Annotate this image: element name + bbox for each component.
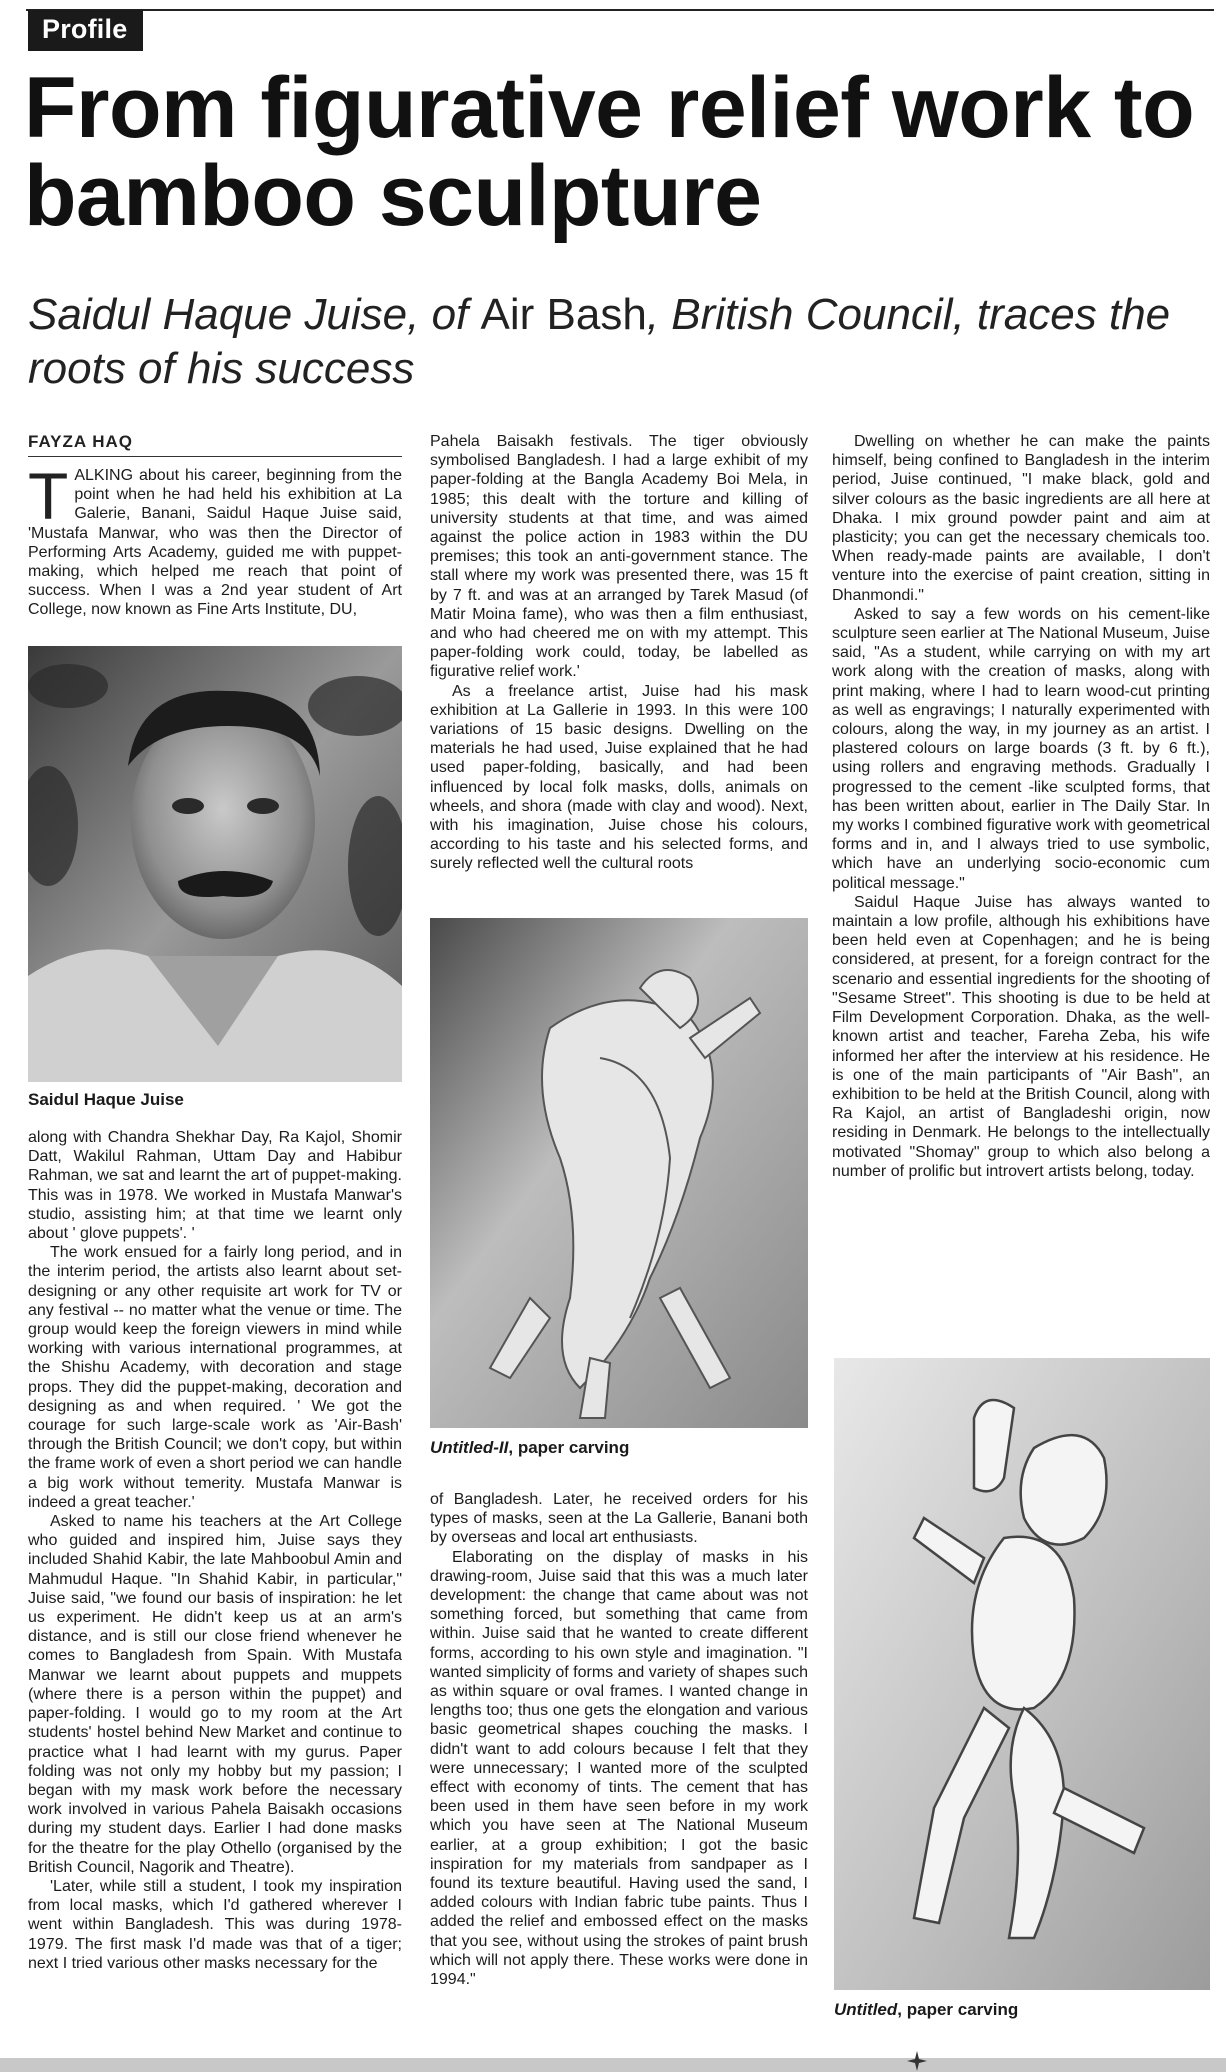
paragraph: As a freelance artist, Juise had his mask exhibition at La Gallerie in 1993. In this were 100 variations of 15 basic designs. Dwelling on the materials he had used, Juise explained that he had used paper-folding, basically, and had been influenced by local folk masks, dolls, animals on wheels, and shora (made with clay and wood). Next, with his imagination, Juise chose his colours, according to his taste and his selected forms, and surely reflected well the cultural roots bbox=[430, 682, 808, 873]
portrait-caption: Saidul Haque Juise bbox=[28, 1090, 184, 1109]
carving-2-title: Untitled bbox=[834, 2000, 898, 2019]
carving-1-title: Untitled-II bbox=[430, 1438, 509, 1457]
carving-image-2 bbox=[834, 1358, 1210, 1990]
column-3 bbox=[832, 432, 1210, 1181]
paragraph: Saidul Haque Juise has always wanted to maintain a low profile, although his exhibitions have been held even at Copenhagen; and he is being considered, at present, for a foreign contract for the scenario and essential ingredients for the shooting of "Sesame Street". This shooting is due to be held at Film Development Corporation. Dhaka, as the well-known artist and teacher, Fareha Zeba, his wife informed her after the interview at his residence. He is one of the main participants of "Air Bash", an exhibition to be held at the British Council, along with Ra Kajol, an artist of Bangladeshi origin, now residing in Denmark. He belongs to the intellectually motivated "Shomay" group to which also belong a number of prolific but introvert artists belong, today. bbox=[832, 893, 1210, 1180]
portrait-image bbox=[28, 646, 402, 1082]
paragraph: 'Later, while still a student, I took my inspiration from local masks, which I'd gathered wherever I went within Bangladesh. This was during 1978-1979. The first mask I'd made was that of a tiger; next I tried various other masks necessary for the bbox=[28, 1877, 402, 1972]
carving-1-medium: , paper carving bbox=[508, 1438, 630, 1457]
bottom-bar bbox=[0, 2058, 1226, 2072]
dropcap: T bbox=[28, 459, 69, 533]
star-ornament-icon bbox=[906, 2050, 928, 2072]
carving-caption-1 bbox=[430, 1438, 629, 1458]
byline-rule bbox=[28, 456, 402, 457]
column-1-top bbox=[28, 459, 402, 620]
paragraph: of Bangladesh. Later, he received orders for his types of masks, seen at the La Gallerie, Banani both by overseas and local art enthusiasts. bbox=[430, 1491, 808, 1547]
carving-image-1 bbox=[430, 918, 808, 1428]
section-tag: Profile bbox=[28, 10, 143, 51]
paragraph: Pahela Baisakh festivals. The tiger obviously symbolised Bangladesh. I had a large exhibit of my paper-folding at the Bangla Academy Boi Mela, in 1985; this dealt with the torture and killing of university students at that time, and was aimed against the police action in 1983 within the DU premises; this took an anti-government stance. The stall where my work was presented there, was 15 ft by 7 ft. and was at an arranged by Tarek Masud (of Matir Moina fame), who was then a film enthusiast, and who had cheered me on with my attempt. This paper-folding work could, today, be labelled as figurative relief work.' bbox=[430, 433, 808, 681]
column-2-top bbox=[430, 432, 808, 874]
portrait-photo bbox=[28, 646, 402, 1082]
paragraph: along with Chandra Shekhar Day, Ra Kajol, Shomir Datt, Wakilul Rahman, Uttam Day and Habibur Rahman, we sat and learnt the art of puppet-making. This was in 1978. We worked in Mustafa Manwar's studio, assisting him; at that time we learnt only about ' glove puppets'. ' bbox=[28, 1129, 402, 1243]
carving-photo-1 bbox=[430, 918, 808, 1428]
paragraph: Asked to name his teachers at the Art College who guided and inspired him, Juise says they included Shahid Kabir, the late Mahboobul Amin and Mahmudul Haque. "In Shahid Kabir, in particular," Juise said, "we found our basis of inspiration: he let us experiment. He didn't keep us at an arm's distance, and is still our close friend whenever he comes to Bangladesh from Spain. With Mustafa Manwar we learnt about puppets and muppets (where there is a person within the puppet) and paper-folding. I would go to my room at the Art students' hostel behind New Market and continue to practice what I had learnt with my gurus. Paper folding was not only my hobby but my passion; I began with my mask work before the necessary work involved in various Pahela Baisakh occasions during my student days. Earlier I had done masks for the theatre for the play Othello (organised by the British Council, Nagorik and Theatre). bbox=[28, 1513, 402, 1876]
carving-caption-2 bbox=[834, 2000, 1018, 2020]
deck-part-3: , British Council, traces the roots of his success bbox=[28, 290, 1171, 393]
deck-part-1: Saidul Haque Juise, of bbox=[28, 290, 481, 339]
paragraph-text: ALKING about his career, beginning from the point when he had held his exhibition at La Galerie, Banani, Saidul Haque Juise said, 'Mustafa Manwar, who was then the Director of Performing Arts Academy, guided me with puppet-making, which helped me reach that point of success. When I was a 2nd year student of Art College, now known as Fine Arts Institute, DU, bbox=[28, 467, 402, 619]
column-2-bottom bbox=[430, 1490, 808, 1989]
paragraph bbox=[28, 459, 402, 620]
column-1-bottom bbox=[28, 1128, 402, 1973]
deck-part-2: Air Bash bbox=[480, 290, 647, 339]
carving-2-medium: , paper carving bbox=[897, 2000, 1019, 2019]
paragraph: Elaborating on the display of masks in his drawing-room, Juise said that this was a much later development: the change that came about was not something forced, but something that came from within. Juise said that he wanted to create different forms, according to his own style and imagination. "I wanted simplicity of forms and variety of shapes such as within square or oval frames. I wanted change in lengths too; thus one gets the elongation and various basic geometrical shapes couching the masks. I didn't want to add colours because I felt that they were unnecessary; I wanted more of the sculpted effect with economy of tints. The cement that has been used in them have seen before in my work which you have seen at The National Museum earlier, at a group exhibition; I got the basic inspiration for my materials from sandpaper as I found its texture beautiful. Having used the sand, I added colours with Indian fabric tube paints. Thus I added the relief and embossed effect on the masks that you see, without using the strokes of paint brush which will not apply there. These works were done in 1994." bbox=[430, 1548, 808, 1989]
byline: FAYZA HAQ bbox=[28, 432, 134, 451]
carving-photo-2 bbox=[834, 1358, 1210, 1990]
deck bbox=[28, 288, 1178, 396]
paragraph: Dwelling on whether he can make the paints himself, being confined to Bangladesh in the interim period, Juise continued, "I make black, gold and silver colours as the basic ingredients are all here at Dhaka. I mix ground powder paint and aim at plasticity; you can get the necessary chemicals too. When ready-made paints are available, I don't venture into the exercise of paint creation, sitting in Dhanmondi." bbox=[832, 433, 1210, 604]
paragraph: Asked to say a few words on his cement-like sculpture seen earlier at The National Museum, Juise said, "As a student, while carrying on with my art work along with the creation of masks, along with print making, where I had to learn wood-cut printing as well as engravings; I naturally experimented with colours, along the way, in my journey as an artist. I plastered colours on large boards (3 ft. by 6 ft.), using rollers and engraving methods. Gradually I progressed to the cement -like sculpted forms, that has been written about, earlier in The Daily Star. In my works I combined figurative work with geometrical forms and in, and I always tried to use symbolic, which have an underlying socio-economic cum political message." bbox=[832, 605, 1210, 892]
top-rule bbox=[26, 9, 1214, 11]
headline: From figurative relief work to bamboo sculpture bbox=[24, 60, 1195, 244]
paragraph: The work ensued for a fairly long period, and in the interim period, the artists also learnt about set-designing or any other requisite art work for TV or any festival -- no matter what the venue or time. The group would keep the foreign viewers in mind while working with various international programmes, at the Shishu Academy, with decoration and stage props. They did the puppet-making, decoration and designing as and when required. ' We got the courage for such large-scale work as 'Air-Bash' through the British Council; we don't copy, but within the frame work of even a short period we can handle a big work without temerity. Mustafa Manwar is indeed a great teacher.' bbox=[28, 1244, 402, 1511]
